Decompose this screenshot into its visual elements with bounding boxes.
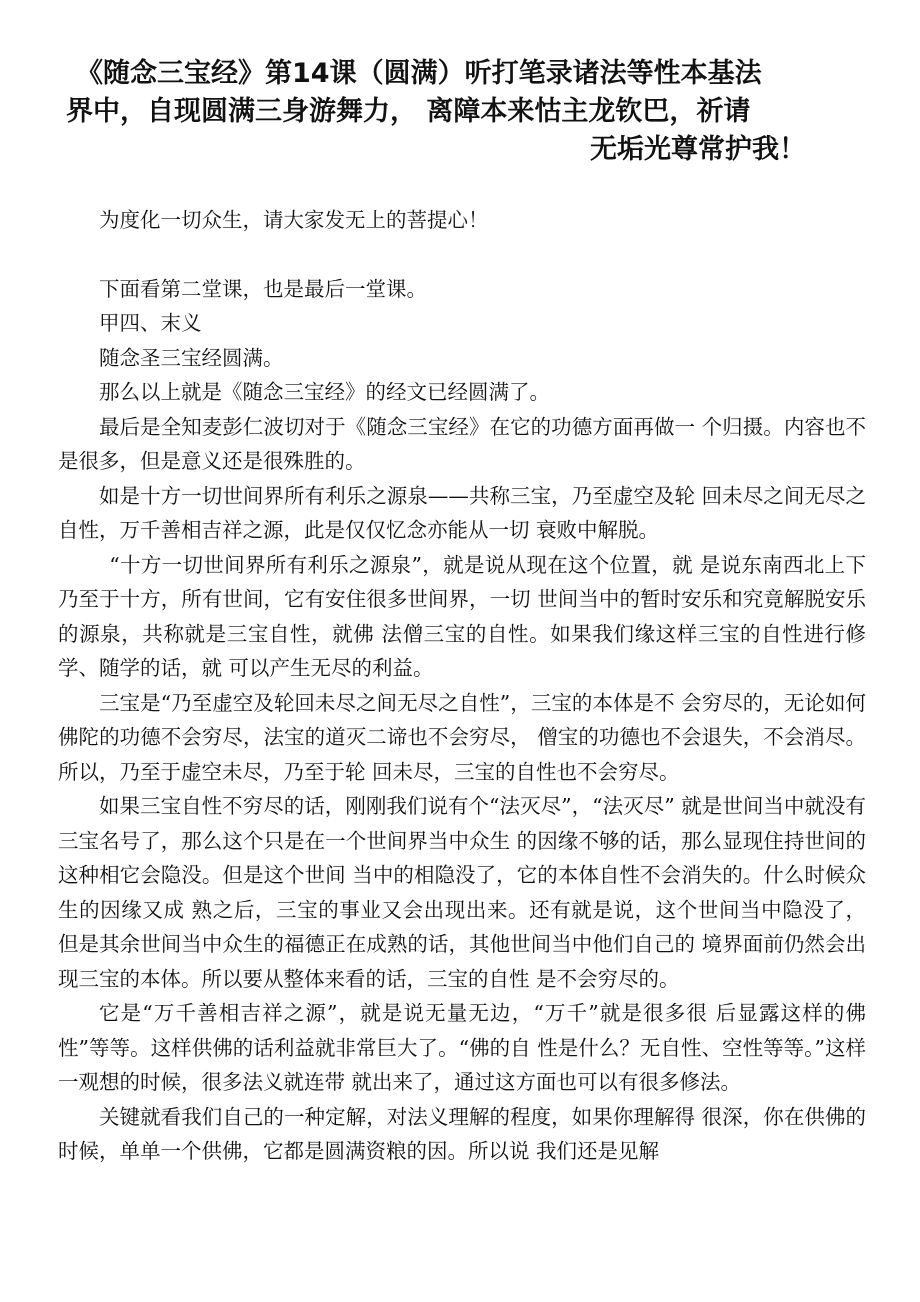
section-heading: 甲四、末义	[99, 311, 202, 335]
paragraph: 关键就看我们自己的一种定解，对法义理解的程度，如果你理解得 很深，你在供佛的时候，单单一个供佛，它都是圆满资粮的因。所以说 我们还是见解	[58, 1104, 866, 1163]
paragraph: 最后是全知麦彭仁波切对于《随念三宝经》在它的功德方面再做一 个归摄。内容也不是很多，但是意义还是很殊胜的。	[58, 414, 866, 473]
paragraph: 如是十方一切世间界所有利乐之源泉——共称三宝，乃至虚空及轮 回未尽之间无尽之自性，万千善相吉祥之源，此是仅仅忆念亦能从一切 衰败中解脱。	[58, 483, 866, 542]
paragraph: “十方一切世间界所有利乐之源泉”，就是说从现在这个位置，就 是说东南西北上下乃至于十方，所有世间，它有安住很多世间界，一切 世间当中的暂时安乐和究竟解脱安乐的源泉，共称就是三宝自性，就佛 法僧三宝的自性。如果我们缘这样三宝的自性进行修学、随学的话，就 可以产生无尽的利益。	[58, 552, 866, 680]
title-line-3: 无垢光尊常护我！	[590, 134, 806, 165]
document-title	[66, 55, 826, 169]
paragraph: 三宝是“乃至虚空及轮回未尽之间无尽之自性”，三宝的本体是不 会穷尽的，无论如何佛陀的功德不会穷尽，法宝的道灭二谛也不会穷尽， 僧宝的功德也不会退失，不会消尽。所以，乃至于虚空未尽，乃至于轮 回未尽，三宝的自性也不会穷尽。	[58, 690, 866, 784]
paragraph: 如果三宝自性不穷尽的话，刚刚我们说有个“法灭尽”，“法灭尽” 就是世间当中就没有三宝名号了，那么这个只是在一个世间界当中众生 的因缘不够的话，那么显现住持世间的这种相它会隐没。但是这个世间 当中的相隐没了，它的本体自性不会消失的。什么时候众生的因缘又成 熟之后，三宝的事业又会出现出来。还有就是说，这个世间当中隐没了， 但是其余世间当中众生的福德正在成熟的话，其他世间当中他们自己的 境界面前仍然会出现三宝的本体。所以要从整体来看的话，三宝的自性 是不会穷尽的。	[58, 794, 866, 991]
title-line-2: 界中，自现圆满三身游舞力， 离障本来怙主龙钦巴，祈请	[66, 96, 751, 127]
title-line-1: 《随念三宝经》第14课（圆满）听打笔录诸法等性本基法	[76, 58, 762, 89]
paragraph: 那么以上就是《随念三宝经》的经文已经圆满了。	[99, 380, 550, 404]
paragraph-bodhicitta: 为度化一切众生，请大家发无上的菩提心！	[99, 208, 489, 232]
paragraph: 随念圣三宝经圆满。	[99, 345, 284, 370]
document-body	[58, 203, 866, 1169]
paragraph: 它是“万千善相吉祥之源”，就是说无量无边，“万千”就是很多很 后显露这样的佛性”等等。这样供佛的话利益就非常巨大了。“佛的自 性是什么？无自性、空性等等。”这样一观想的时候，很多法义就连带 就出来了，通过这方面也可以有很多修法。	[58, 1001, 866, 1094]
paragraph-second-lesson: 下面看第二堂课，也是最后一堂课。	[99, 276, 427, 301]
